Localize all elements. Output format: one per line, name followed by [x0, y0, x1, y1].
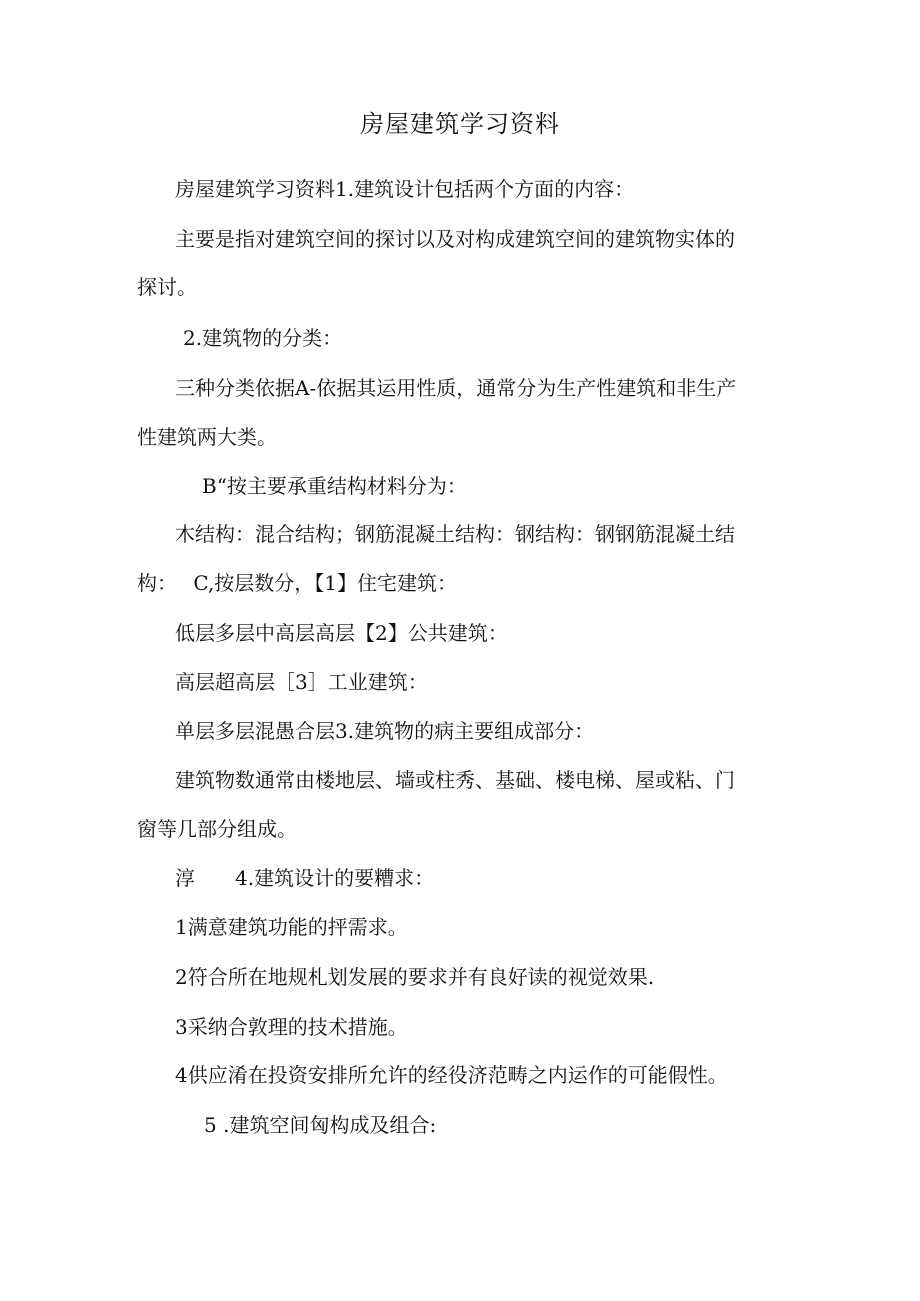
paragraph-line: 2符合所在地规札划发展的要求并有良好读的视觉效果.	[175, 965, 655, 989]
paragraph-line: 主要是指对建筑空间的探讨以及对构成建筑空间的建筑物实体的	[175, 227, 735, 251]
paragraph-line: 探讨。	[137, 275, 197, 299]
paragraph-line: 淳 4.建筑设计的要糟求：	[175, 866, 435, 890]
paragraph-line: B“按主要承重结构材料分为：	[202, 474, 467, 498]
paragraph-line: 性建筑两大类。	[137, 425, 277, 449]
paragraph-line: 1满意建筑功能的抨需求。	[175, 915, 408, 939]
paragraph-line: 5 .建筑空间匈构成及组合:	[204, 1113, 437, 1137]
paragraph-line: 构： C,按层数分，【1】住宅建筑：	[137, 571, 458, 595]
paragraph-line: 建筑物数通常由楼地层、墙或柱秀、基础、楼电梯、屋或粘、门	[175, 768, 735, 792]
paragraph-line: 单层多层混愚合层3.建筑物的病主要组成部分：	[175, 719, 595, 743]
paragraph-line: 4供应淆在投资安排所允许的经役济范畴之内运作的可能假性。	[175, 1063, 728, 1087]
document-title: 房屋建筑学习资料	[360, 110, 560, 138]
paragraph-line: 窗等几部分组成。	[137, 817, 297, 841]
paragraph-line: 2.建筑物的分类：	[183, 326, 343, 350]
paragraph-line: 木结构：混合结构；钢筋混凝土结构：钢结构：钢钢筋混凝土结	[175, 522, 735, 546]
paragraph-line: 低层多层中高层高层【2】公共建筑：	[175, 621, 508, 645]
paragraph-line: 3采纳合敦理的技术措施。	[175, 1015, 408, 1039]
paragraph-line: 房屋建筑学习资料1.建筑设计包括两个方面的内容：	[175, 177, 635, 201]
paragraph-line: 三种分类依据A-依据其运用性质，通常分为生产性建筑和非生产	[175, 376, 737, 400]
paragraph-line: 高层超高层［3］工业建筑：	[175, 670, 428, 694]
